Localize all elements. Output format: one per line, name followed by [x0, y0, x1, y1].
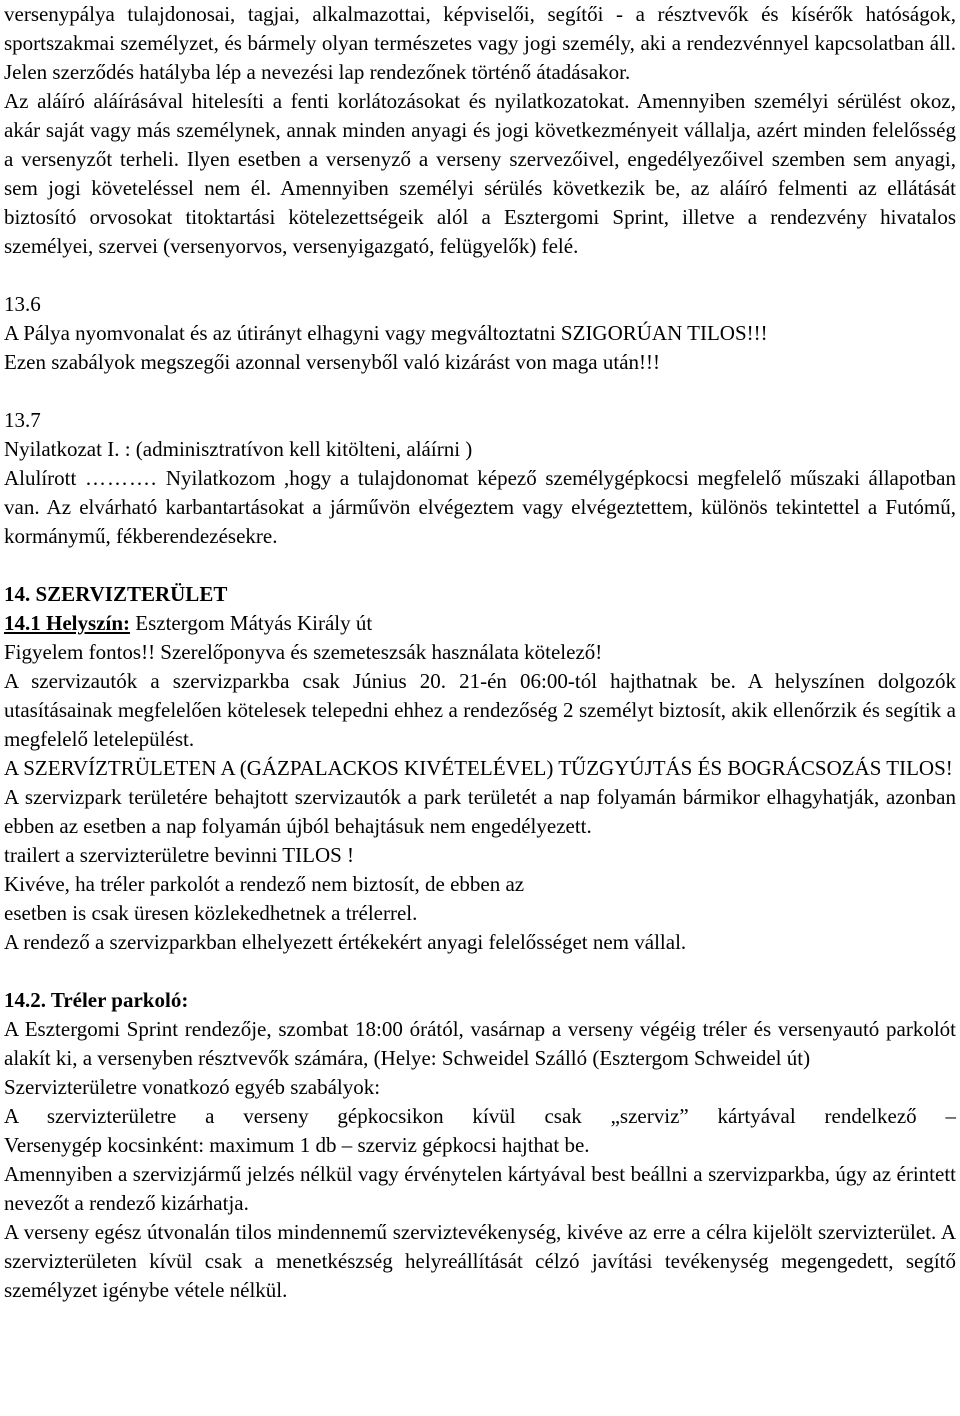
exception-line-1: Kivéve, ha tréler parkolót a rendező nem biztosít, de ebben az [4, 872, 525, 896]
service-paragraph-2: A SZERVÍZTRÜLETEN A (GÁZPALACKOS KIVÉTELÉVEL) TŰZGYÚJTÁS ÉS BOGRÁCSOZÁS TILOS! [4, 756, 953, 780]
declaration-text: Nyilatkozom ,hogy a tulajdonomat képező személygépkocsi megfelelő műszaki állapotban van. Az elvárható karbantartásokat a járművön elvégeztem vagy elvégeztettem, különös tekintettel a Futómű, kormánymű, fékberendezésekre. [4, 466, 957, 548]
section-13-7-number: 13.7 [4, 408, 41, 432]
rules-paragraph-1: Amennyiben a szervizjármű jelzés nélkül vagy érvénytelen kártyával best beállni a szervizparkba, úgy az érintett nevezőt a rendező kizárhatja. [4, 1162, 956, 1215]
exception-line-2: esetben is csak üresen közlekedhetnek a trélerrel. [4, 901, 418, 925]
trailer-line: trailert a szervizterületre bevinni TILOS ! [4, 843, 355, 867]
service-paragraph-3: A szervizpark területére behajtott szervizautók a park területét a nap folyamán bármikor elhagyhatják, azonban ebben az esetben a nap folyamán újból behajtásuk nem engedélyezett. [4, 785, 956, 838]
location-value: Esztergom Mátyás Király út [130, 611, 373, 635]
service-paragraph-1: A szervizautók a szervizparkba csak Június 20. 21-én 06:00-tól hajthatnak be. A helyszínen dolgozók utasításainak megfelelően kötelesek telepedni ehhez a rendezőség 2 személyt biztosít, akik ellenőrzik és segítik a megfelelő letelepülést. [4, 669, 956, 751]
rules-paragraph-2: A verseny egész útvonalán tilos mindennemű szerviztevékenység, kivéve az erre a célra kijelölt szervizterület. A szervizterületen kívül csak a menetkészség helyreállítását célzó javítási tevékenység megengedett, segítő személyzet igénybe vétele nélkül. [4, 1220, 956, 1302]
attention-line: Figyelem fontos!! Szerelőponyva és szemeteszsák használata kötelező! [4, 640, 603, 664]
declaration-heading: Nyilatkozat I. : (adminisztratívon kell kitölteni, aláírni ) [4, 437, 473, 461]
rules-line-1: A szervizterületre a verseny gépkocsikon kívül csak „szerviz” kártyával rendelkező – [4, 1104, 956, 1128]
fill-in-dots: ………. [84, 466, 158, 490]
section-14-2-title: 14.2. Tréler parkoló: [4, 988, 189, 1012]
location-label: 14.1 Helyszín: [4, 611, 130, 635]
location-line [4, 609, 956, 638]
trailer-parking-paragraph: A Esztergomi Sprint rendezője, szombat 18:00 órától, vasárnap a verseny végéig tréler és versenyautó parkolót alakít ki, a versenyben résztvevők számára, (Helye: Schweidel Szálló (Esztergom Schweidel út) [4, 1017, 956, 1070]
liability-line: A rendező a szervizparkban elhelyezett értékekért anyagi felelősséget nem vállal. [4, 930, 687, 954]
rules-heading: Szervizterületre vonatkozó egyéb szabályok: [4, 1075, 381, 1099]
section-13-6-number: 13.6 [4, 292, 41, 316]
rules-line-2: Versenygép kocsinként: maximum 1 db – szerviz gépkocsi hajthat be. [4, 1133, 590, 1157]
declaration-paragraph [4, 464, 956, 551]
section-13-6-line-2: Ezen szabályok megszegői azonnal versenyből való kizárást von maga után!!! [4, 350, 660, 374]
section-13-6-line-1: A Pálya nyomvonalat és az útirányt elhagyni vagy megváltoztatni SZIGORÚAN TILOS!!! [4, 321, 768, 345]
intro-paragraph-2: Az aláíró aláírásával hitelesíti a fenti korlátozásokat és nyilatkozatokat. Amennyiben személyi sérülést okoz, akár saját vagy más személynek, annak minden anyagi és jogi következményeit vállalja, azért minden felelősség a versenyzőt terheli. Ilyen esetben a versenyző a verseny szervezőivel, engedélyezőivel szemben sem anyagi, sem jogi követeléssel nem él. Amennyiben személyi sérülés következik be, az aláíró felmenti az ellátását biztosító orvosokat titoktartási kötelezettségeik alól a Esztergomi Sprint, illetve a rendezvény hivatalos személyei, szervei (versenyorvos, versenyigazgató, felügyelők) felé. [4, 89, 956, 258]
alulirott-label: Alulírott [4, 466, 77, 490]
intro-paragraph-1: versenypálya tulajdonosai, tagjai, alkalmazottai, képviselői, segítői - a résztvevők és kísérők hatóságok, sportszakmai személyzet, és bármely olyan természetes vagy jogi személy, aki a rendezvénnyel kapcsolatban áll. Jelen szerződés hatályba lép a nevezési lap rendezőnek történő átadásakor. [4, 2, 956, 84]
section-14-title: 14. SZERVIZTERÜLET [4, 582, 228, 606]
